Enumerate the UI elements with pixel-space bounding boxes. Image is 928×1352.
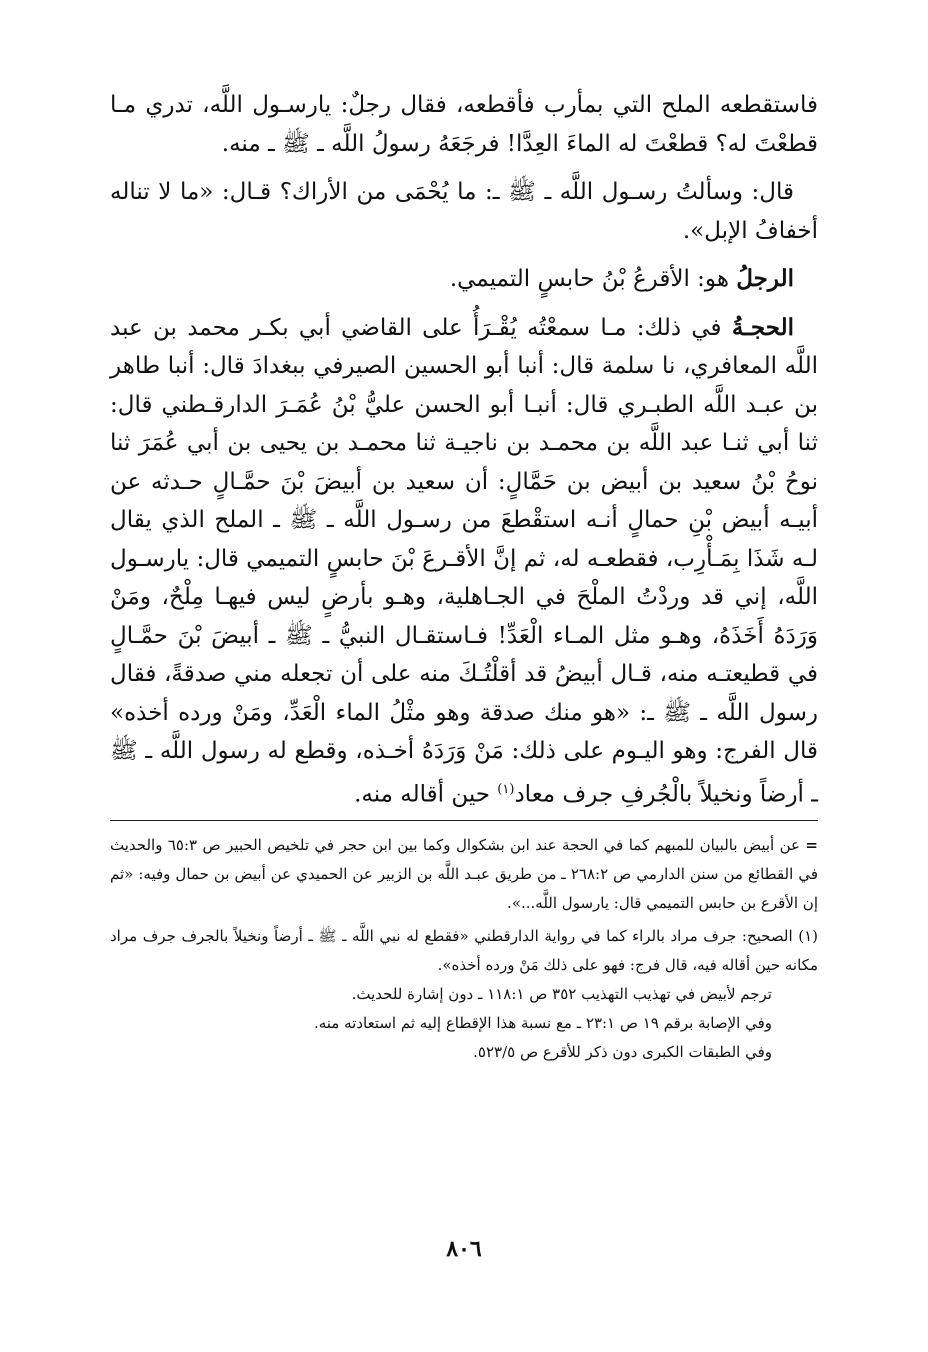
footnote-1-marker: (١) (798, 926, 818, 945)
paragraph-3-label: الرجلُ (736, 265, 794, 292)
footnote-1 (110, 922, 818, 980)
footnote-continued (110, 831, 818, 918)
paragraph-3-text: هو: الأقرعُ بْنُ حابسٍ التميمي. (449, 266, 737, 292)
footnote-divider (110, 820, 818, 821)
main-text (110, 86, 818, 814)
paragraph-4-label: الحجـةُ (731, 313, 794, 341)
page-body (110, 86, 818, 1067)
footnote-1-line-3: وفي الإصابة برقم ١٩ ص ٢٣:١ ـ مع نسبة هذا الإقطاع إليه ثم استعادته منه. (313, 1013, 772, 1032)
paragraph-3 (110, 260, 818, 299)
footnote-continued-marker: = (805, 835, 818, 854)
footnote-continued-text: عن أبيض بالبيان للمبهم كما في الحجة عند ابن بشكوال وكما بين ابن حجر في تلخيص الحبير ص ٦٥:٣ والحديث في القطائع من سنن الدارمي ص ٢٦٨:٢ ـ من طريق عبـد اللَّه بن الزبير عن الحميدي عن أبيض بن حمال وفيه: «ثم إن الأقرع بن حابس التميمي قال: يارسول اللَّه...». (110, 835, 818, 912)
footnote-1-line-2: ترجم لأبيض في تهذيب التهذيب ٣٥٢ ص ١١٨:١ ـ دون إشارة للحديث. (351, 984, 772, 1003)
paragraph-2: قال: وسألتُ رسـول اللَّه ـ ﷺ ـ: ما يُحْمَى من الأراك؟ قـال: «ما لا تناله أخفافُ الإبل». (110, 179, 818, 244)
footnote-ref-1: (١) (497, 781, 515, 797)
paragraph-4-end: حين أقاله منه. (354, 781, 498, 808)
footnotes (110, 831, 818, 1067)
footnote-1-text: الصحيح: جرف مراد بالراء كما في رواية الدارقطني «فقطع له نبي اللَّه ـ ﷺ ـ أرضاً ونخيلاً بالجرف جرف مراد مكانه حين أقاله فيه، قال فرج: فهو على ذلك مَنْ ورده أخذه». (110, 926, 818, 974)
paragraph-1: فاستقطعه الملح التي بمأرب فأقطعه، فقال رجلٌ: يارسـول اللَّه، تدري مـا قطعْتَ له؟ قطعْتَ له الماءَ العِدَّا! فرجَعَهُ رسولُ اللَّه ـ ﷺ ـ منه. (110, 92, 818, 157)
page-number: ٨٠٦ (446, 1236, 482, 1262)
paragraph-4-text: في ذلك: مـا سمعْتُه يُقْـرَأُ على القاضي أبي بكـر محمد بن عبد اللَّه المعافري، نا سلمة قال: أنبا أبو الحسين الصيرفي ببغدادَ قال: أنبا طاهر بن عبـد اللَّه الطبـري قال: أنبـا أبو الحسن عليُّ بْنُ عُمَـرَ الدارقـطني قال: ثنا أبي ثنـا عبد اللَّه بن محمـد بن ناجيـة ثنا محمـد بن يحيى بن أبي عُمَرَ ثنا نوحُ بْنُ سعيد بن أبيض بن حَمَّالٍ: أن سعيد بن أبيضَ بْنَ حمَّـالٍ حـدثه عن أبيـه أبيض بْنِ حمالٍ أنـه استقْطعَ من رسـول اللَّه ـ ﷺ ـ الملح الذي يقال لـه شَذَا بِمَـأْرِب، فقطعـه له، ثم إنَّ الأقـرعَ بْنَ حابسٍ التميمي قال: يارسـول اللَّه، إني قد وردْتُ الملْحَ في الجـاهلية، وهـو بأرضٍ ليس فيهـا مِلْحٌ، ومَنْ وَرَدَهُ أَخَذَهُ، وهـو مثل المـاء الْعَدِّ! فـاستقـال النبيُّ ـ ﷺ ـ أبيضَ بْنَ حمَّـالٍ في قطيعتـه منه، قـال أبيضُ قد أقلْتُـكَ منه على أن تجعله مني صدقةً، فقال رسول اللَّه ـ ﷺ ـ: «هو منك صدقة وهو مثْلُ الماء الْعَدِّ، ومَنْ ورده أخذه» قال الفرج: وهو اليـوم على ذلك: مَنْ وَرَدَهُ أخـذه، وقطع له رسول اللَّه ـ ﷺ ـ أرضاً ونخيلاً بالْجُرفِ جرف معاد (110, 314, 818, 808)
paragraph-4 (110, 309, 818, 814)
footnote-1-line-4: وفي الطبقات الكبرى دون ذكر للأقرع ص ٥٢٣/٥. (473, 1042, 772, 1061)
